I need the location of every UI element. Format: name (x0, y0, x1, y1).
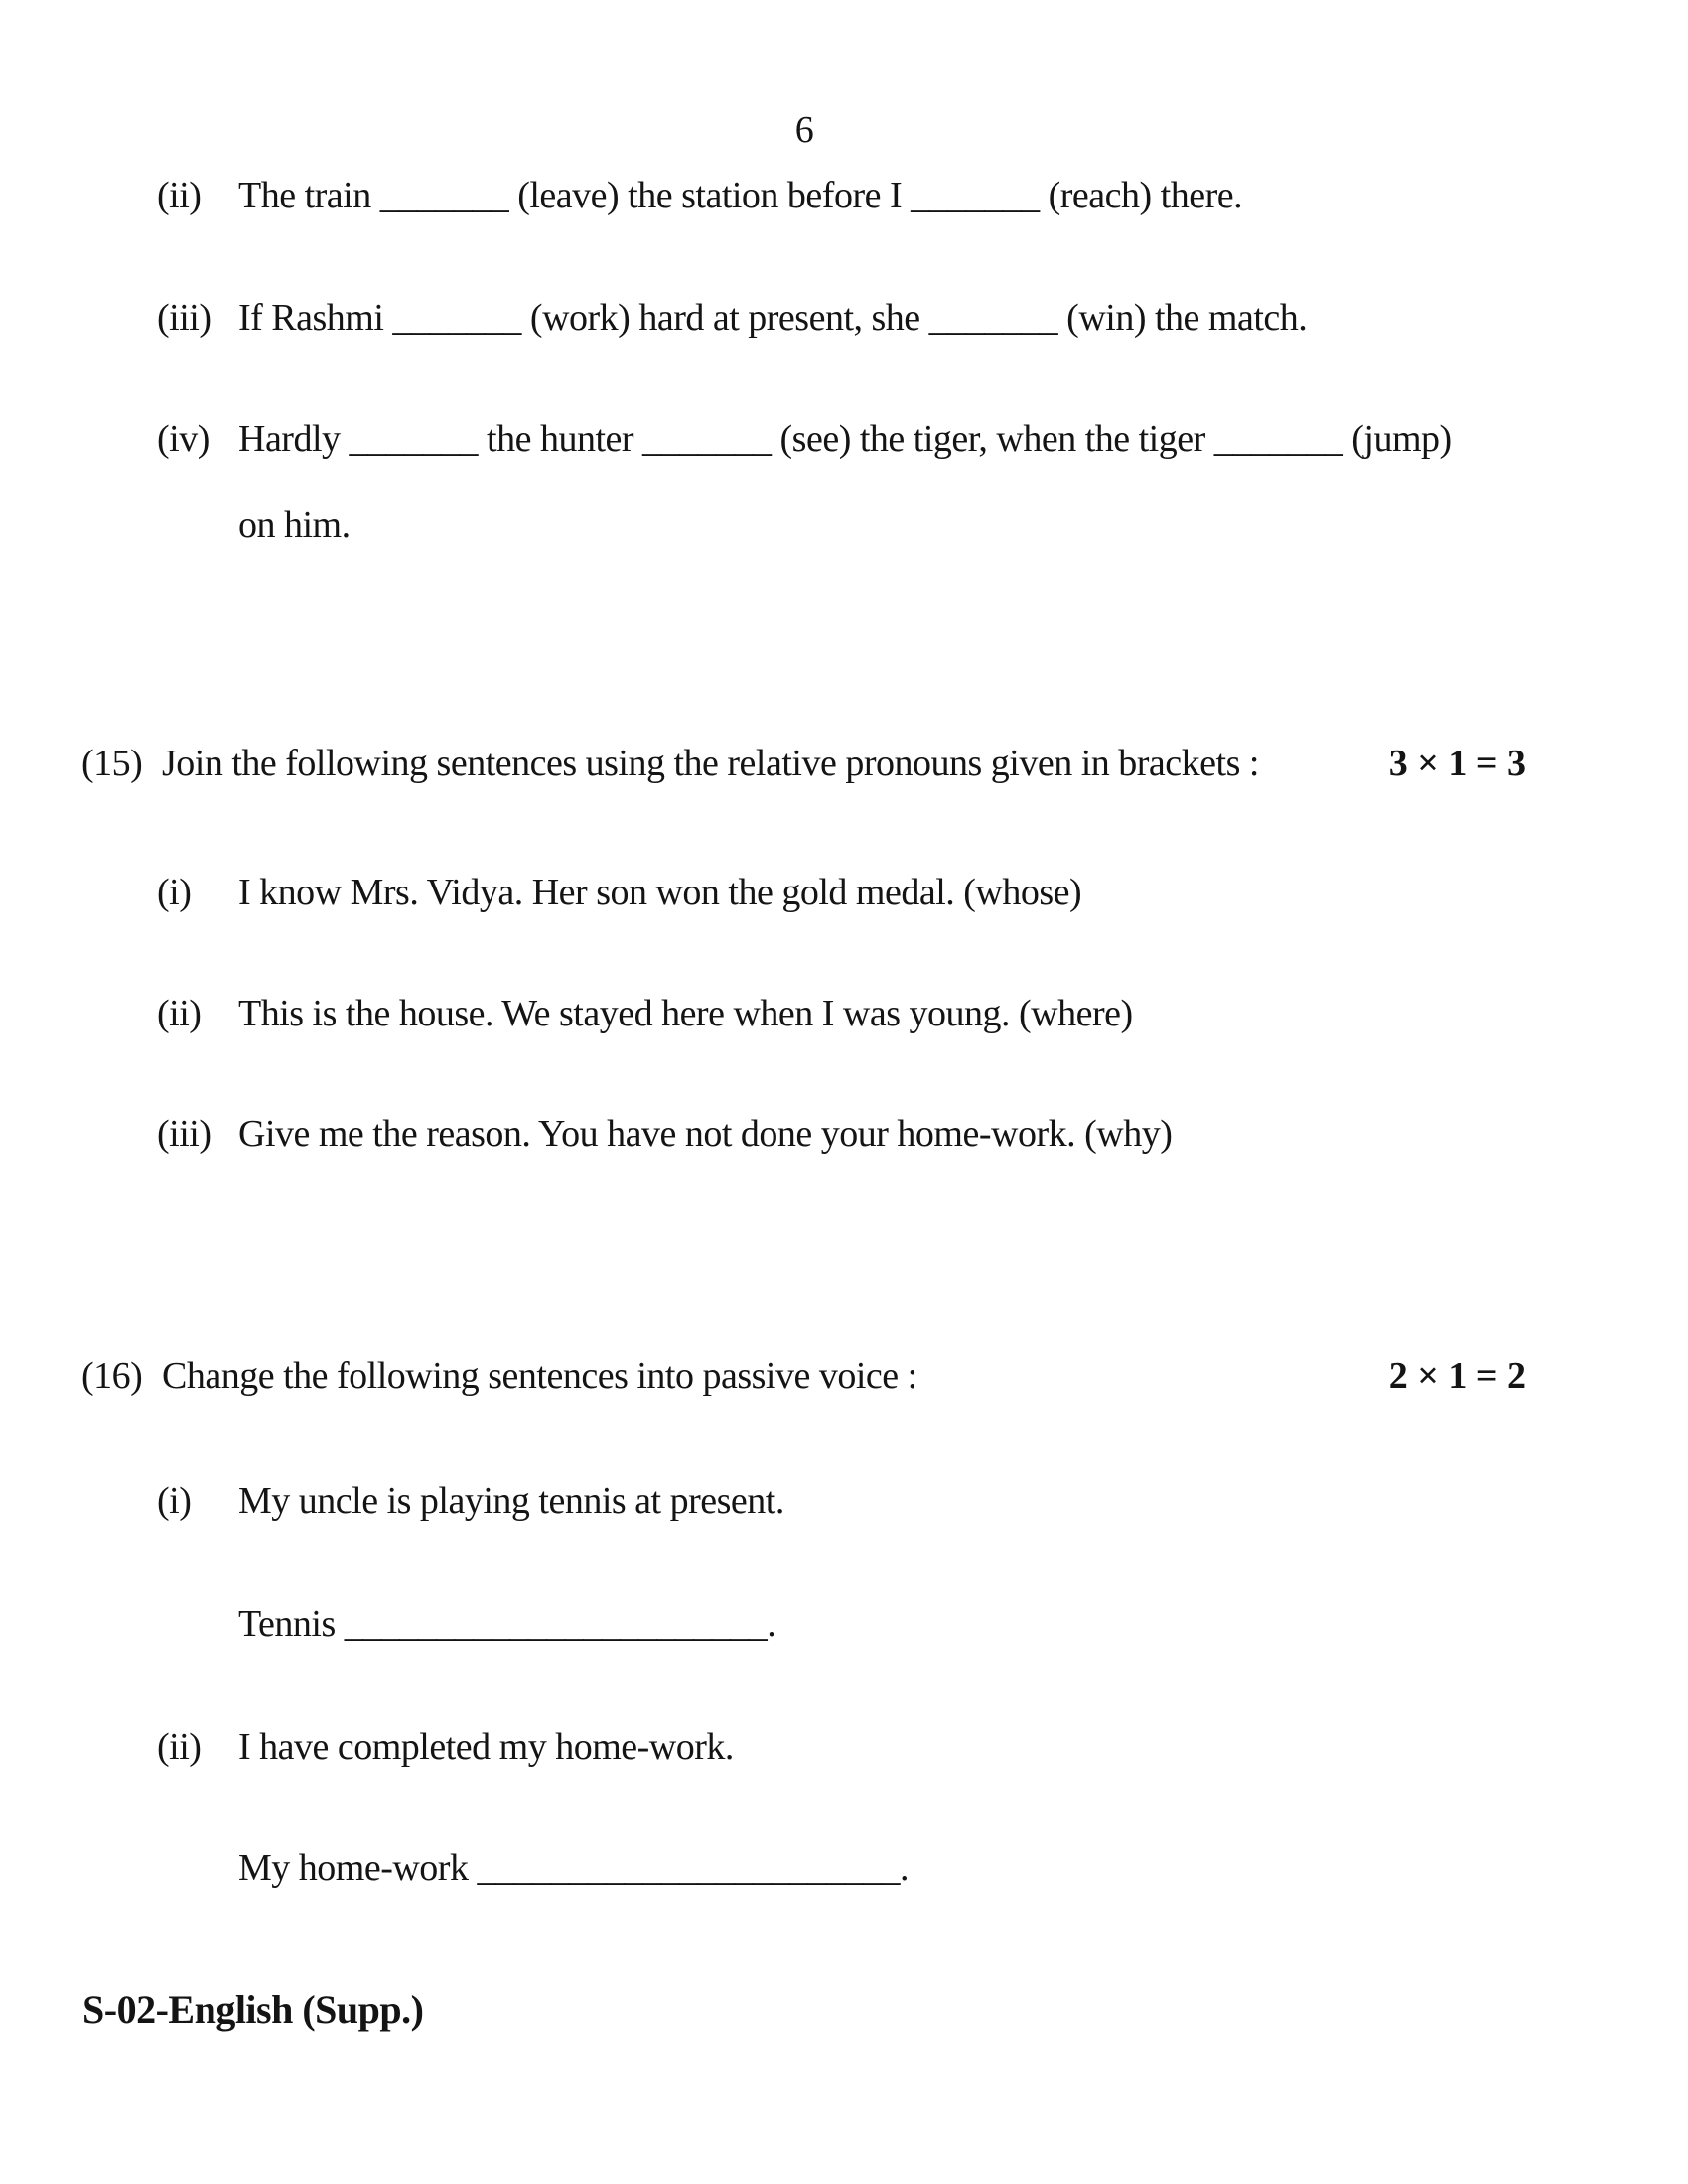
question-title: Join the following sentences using the relative pronouns given in brackets : (162, 743, 1259, 784)
question-number: (15) (81, 743, 143, 784)
question-16-heading (0, 1353, 1688, 1403)
item-text: Hardly _______ the hunter _______ (see) the tiger, when the tiger _______ (jump) (238, 418, 1452, 460)
item-text: I know Mrs. Vidya. Her son won the gold medal. (whose) (238, 872, 1082, 913)
question-title: Change the following sentences into passive voice : (162, 1355, 917, 1397)
q15-item-iii (0, 1111, 1688, 1160)
fill-blanks-item-iv-continuation (0, 502, 1688, 552)
q16-item-i (0, 1478, 1688, 1528)
page-number: 6 (794, 109, 814, 151)
item-numeral: (iii) (157, 1113, 211, 1155)
q16-item-i-answer-line (0, 1601, 1688, 1651)
item-text: The train _______ (leave) the station before I _______ (reach) there. (238, 175, 1243, 216)
answer-blank-line: Tennis _______________________. (238, 1603, 776, 1645)
question-marks: 2 × 1 = 2 (1388, 1355, 1526, 1397)
item-numeral: (ii) (157, 175, 202, 216)
item-numeral: (ii) (157, 993, 202, 1034)
question-15-heading (0, 741, 1688, 790)
paper-code-footer: S-02-English (Supp.) (82, 1987, 424, 2032)
item-numeral: (i) (157, 872, 192, 913)
fill-blanks-item-iv (0, 416, 1688, 466)
item-numeral: (i) (157, 1480, 192, 1522)
item-numeral: (iii) (157, 297, 211, 339)
q15-item-i (0, 870, 1688, 919)
item-numeral: (ii) (157, 1726, 202, 1768)
q15-item-ii (0, 991, 1688, 1040)
item-numeral: (iv) (157, 418, 210, 460)
fill-blanks-item-iii (0, 295, 1688, 344)
item-text: Give me the reason. You have not done your home-work. (why) (238, 1113, 1173, 1155)
q16-item-ii (0, 1724, 1688, 1774)
item-text: This is the house. We stayed here when I was young. (where) (238, 993, 1133, 1034)
item-text: I have completed my home-work. (238, 1726, 734, 1768)
question-marks: 3 × 1 = 3 (1388, 743, 1526, 784)
question-number: (16) (81, 1355, 143, 1397)
answer-blank-line: My home-work _______________________. (238, 1847, 909, 1889)
item-text: on him. (238, 504, 351, 546)
item-text: My uncle is playing tennis at present. (238, 1480, 784, 1522)
fill-blanks-item-ii (0, 173, 1688, 222)
item-text: If Rashmi _______ (work) hard at present, she _______ (win) the match. (238, 297, 1308, 339)
q16-item-ii-answer-line (0, 1845, 1688, 1895)
